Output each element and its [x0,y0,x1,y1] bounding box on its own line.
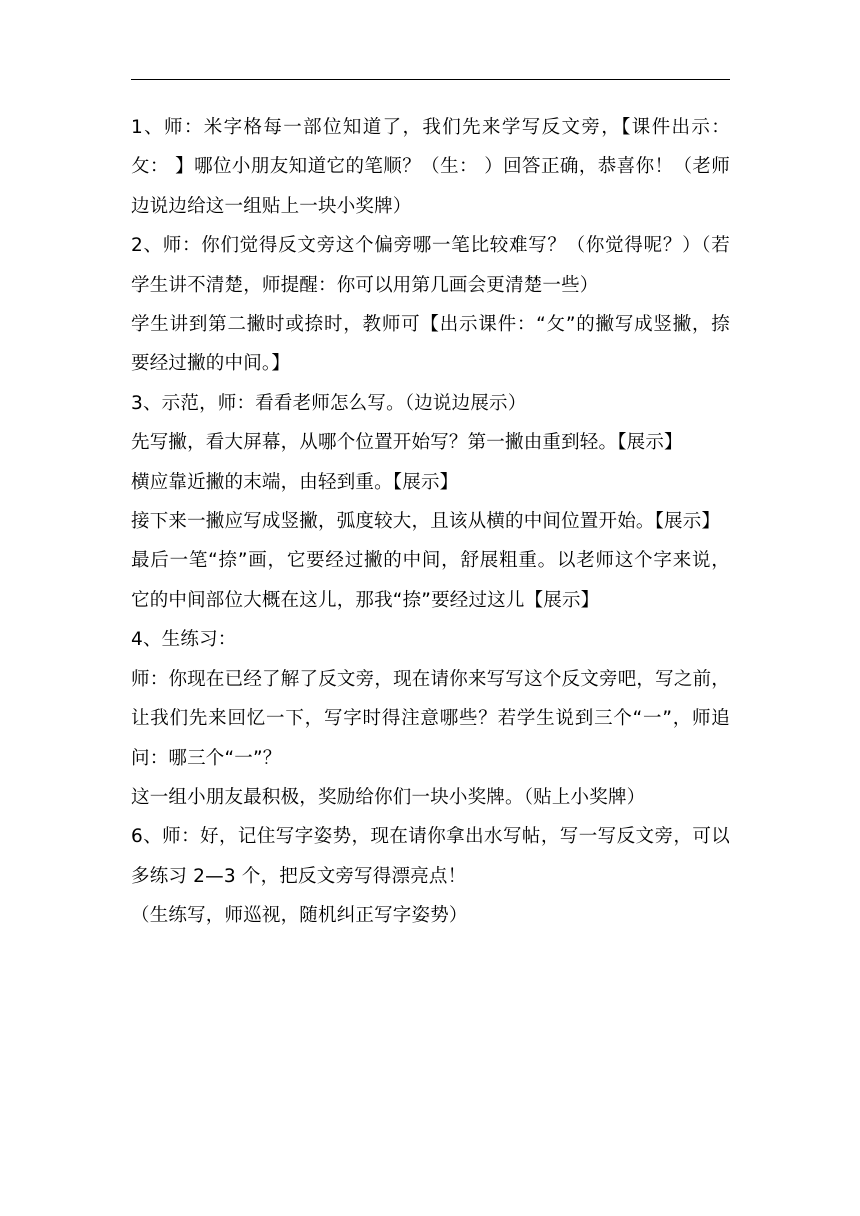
document-body [131,108,730,936]
paragraph-9: 4、生练习： [131,629,237,651]
paragraph-4: 3、示范，师：看看老师怎么写。（边说边展示） [131,392,527,414]
paragraph-11: 这一组小朋友最积极，奖励给你们一块小奖牌。（贴上小奖牌） [131,786,646,808]
paragraph-1: 1、师：米字格每一部位知道了，我们先来学写反文旁，【课件出示：攵： 】哪位小朋友知道它的笔顺？（生： ）回答正确，恭喜你！（老师边说边给这一组贴上一块小奖牌） [131,117,730,217]
header-rule [131,79,730,80]
paragraph-10: 师：你现在已经了解了反文旁，现在请你来写写这个反文旁吧，写之前，让我们先来回忆一下，写字时得注意哪些？若学生说到三个“一”，师追问：哪三个“一”？ [131,668,730,769]
paragraph-6: 横应靠近撇的末端，由轻到重。【展示】 [131,471,459,493]
paragraph-13: （生练写，师巡视，随机纠正写字姿势） [131,905,468,927]
paragraph-3: 学生讲到第二撇时或捺时，教师可【出示课件：“攵”的撇写成竖撇，捺要经过撇的中间。】 [131,314,730,375]
paragraph-12: 6、师：好，记住写字姿势，现在请你拿出水写帖，写一写反文旁，可以多练习 2—3 个，把反文旁写得漂亮点！ [131,826,730,887]
paragraph-2: 2、师：你们觉得反文旁这个偏旁哪一笔比较难写？（你觉得呢？）（若学生讲不清楚，师提醒：你可以用第几画会更清楚一些） [131,235,730,296]
paragraph-8: 最后一笔“捺”画，它要经过撇的中间，舒展粗重。以老师这个字来说，它的中间部位大概在这儿，那我“捺”要经过这儿【展示】 [131,550,730,611]
paragraph-7: 接下来一撇应写成竖撇，弧度较大，且该从横的中间位置开始。【展示】 [131,511,721,533]
paragraph-5: 先写撇，看大屏幕，从哪个位置开始写？第一撇由重到轻。【展示】 [131,432,683,454]
